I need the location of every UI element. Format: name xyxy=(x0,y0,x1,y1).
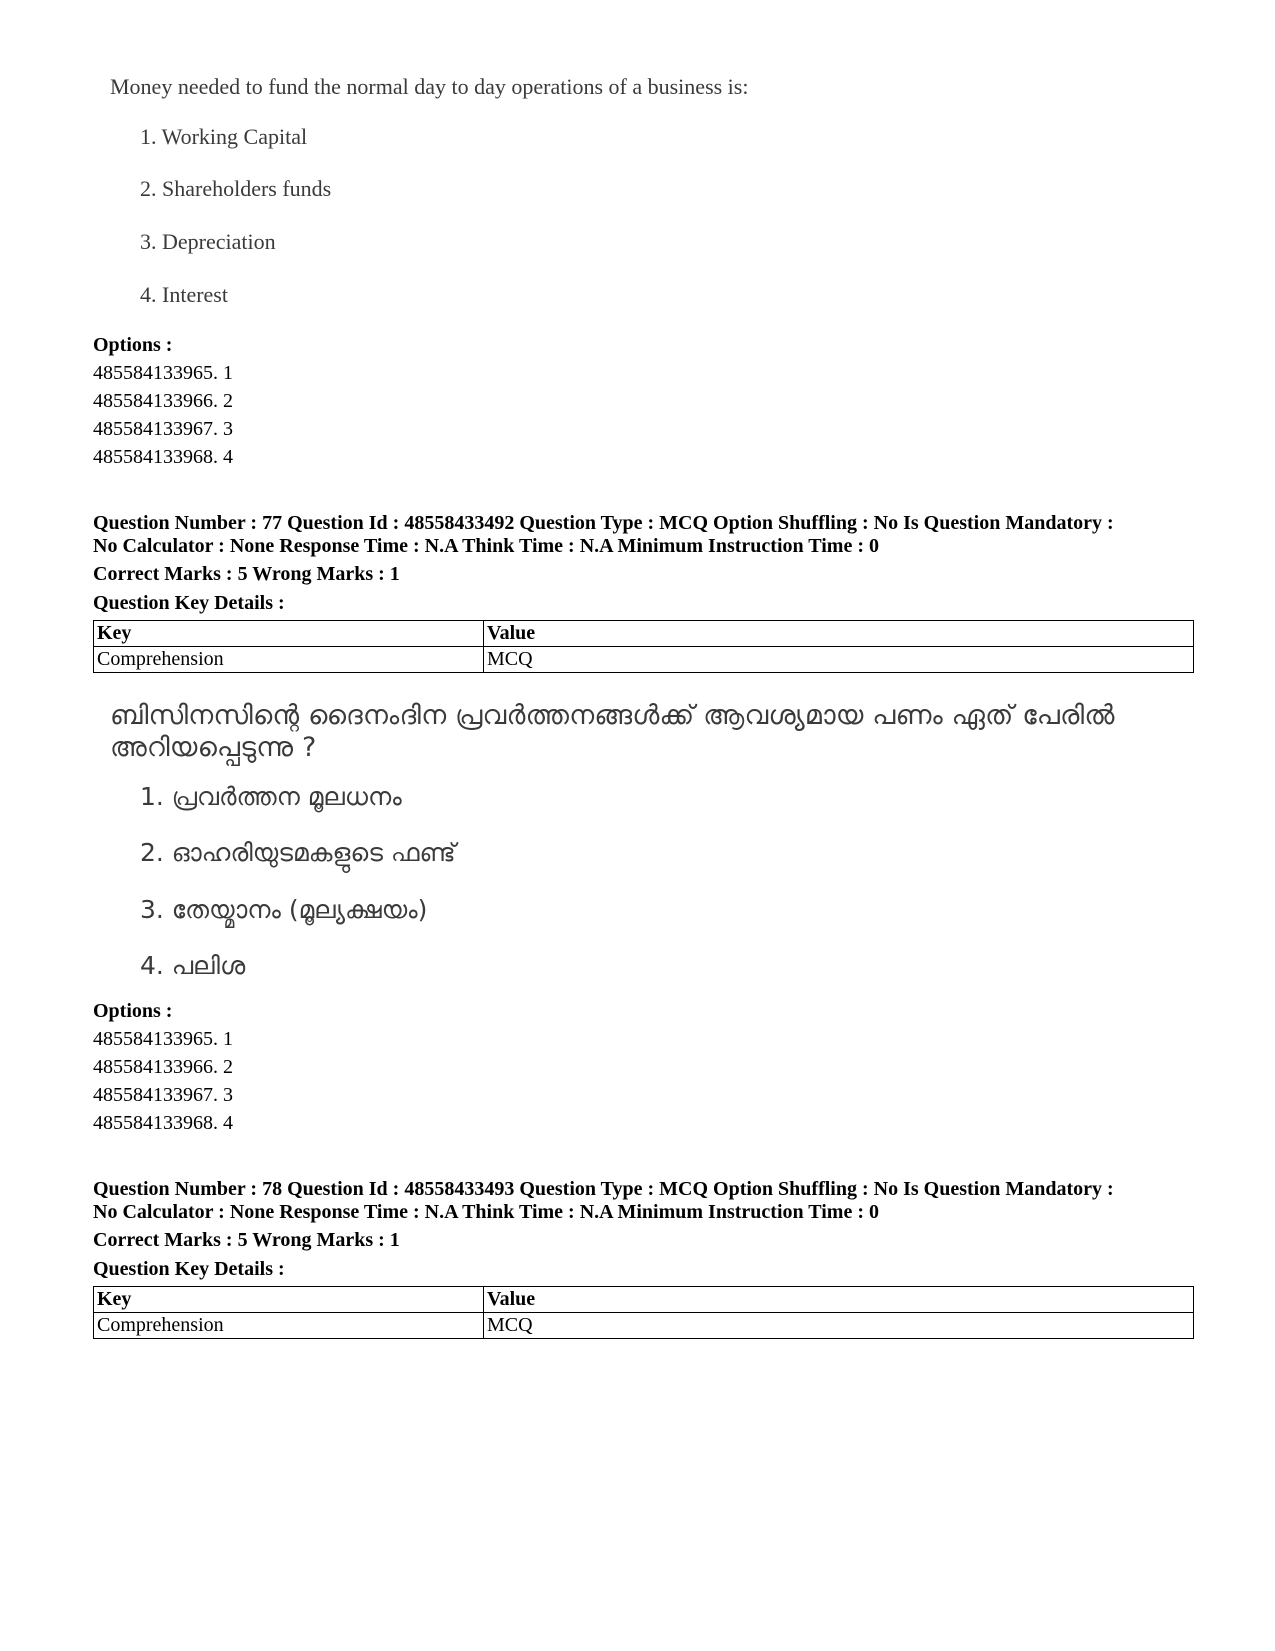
question-meta-77-cont: No Calculator : None Response Time : N.A Think Time : N.A Minimum Instruction Time : 0 xyxy=(93,535,879,557)
key-details-label-77: Question Key Details : xyxy=(93,592,285,614)
table-header-value: Value xyxy=(484,621,1194,647)
choice-ml-1: 1. പ്രവർത്തന മൂലധനം xyxy=(140,782,402,811)
question-meta-78-cont: No Calculator : None Response Time : N.A Think Time : N.A Minimum Instruction Time : 0 xyxy=(93,1201,879,1223)
question-text-ml-line1: ബിസിനസിന്റെ ദൈനംദിന പ്രവർത്തനങ്ങൾക്ക് ആവശ്യമായ പണം ഏത് പേരിൽ xyxy=(110,700,1115,731)
table-header-key: Key xyxy=(94,1287,484,1313)
option-id: 485584133966. 2 xyxy=(93,390,233,412)
choice-2: 2. Shareholders funds xyxy=(140,176,332,201)
question-image-en xyxy=(110,72,1010,322)
question-text-ml-line2: അറിയപ്പെടുന്നു ? xyxy=(110,732,317,763)
option-id: 485584133965. 1 xyxy=(93,362,233,384)
choice-3: 3. Depreciation xyxy=(140,229,276,254)
question-meta-77: Question Number : 77 Question Id : 48558433492 Question Type : MCQ Option Shuffling : No Is Question Mandatory : xyxy=(93,512,1114,534)
option-id: 485584133965. 1 xyxy=(93,1028,233,1050)
choice-1: 1. Working Capital xyxy=(140,124,308,149)
table-header-row xyxy=(94,621,1194,647)
table-header-row xyxy=(94,1287,1194,1313)
option-id: 485584133967. 3 xyxy=(93,418,233,440)
choice-ml-3: 3. തേയ്മാനം (മൂല്യക്ഷയം) xyxy=(140,895,428,924)
table-header-key: Key xyxy=(94,621,484,647)
marks-78: Correct Marks : 5 Wrong Marks : 1 xyxy=(93,1229,400,1251)
option-id: 485584133967. 3 xyxy=(93,1084,233,1106)
table-cell-value: MCQ xyxy=(484,1313,1194,1339)
table-row xyxy=(94,647,1194,673)
question-meta-78: Question Number : 78 Question Id : 48558433493 Question Type : MCQ Option Shuffling : No Is Question Mandatory : xyxy=(93,1178,1114,1200)
choice-ml-2: 2. ഓഹരിയുടമകളുടെ ഫണ്ട് xyxy=(140,838,456,867)
question-image-ml xyxy=(110,700,1115,1000)
table-header-value: Value xyxy=(484,1287,1194,1313)
choice-4: 4. Interest xyxy=(140,282,228,307)
option-id: 485584133968. 4 xyxy=(93,1112,233,1134)
key-details-table-77 xyxy=(93,620,1194,673)
table-row xyxy=(94,1313,1194,1339)
key-details-label-78: Question Key Details : xyxy=(93,1258,285,1280)
option-id: 485584133968. 4 xyxy=(93,446,233,468)
table-cell-value: MCQ xyxy=(484,647,1194,673)
key-details-table-78 xyxy=(93,1286,1194,1339)
question-text-en: Money needed to fund the normal day to day operations of a business is: xyxy=(110,74,749,99)
table-cell-key: Comprehension xyxy=(94,1313,484,1339)
option-id: 485584133966. 2 xyxy=(93,1056,233,1078)
marks-77: Correct Marks : 5 Wrong Marks : 1 xyxy=(93,563,400,585)
choice-ml-4: 4. പലിശ xyxy=(140,951,246,980)
table-cell-key: Comprehension xyxy=(94,647,484,673)
options-label: Options : xyxy=(93,1000,173,1022)
options-label: Options : xyxy=(93,334,173,356)
